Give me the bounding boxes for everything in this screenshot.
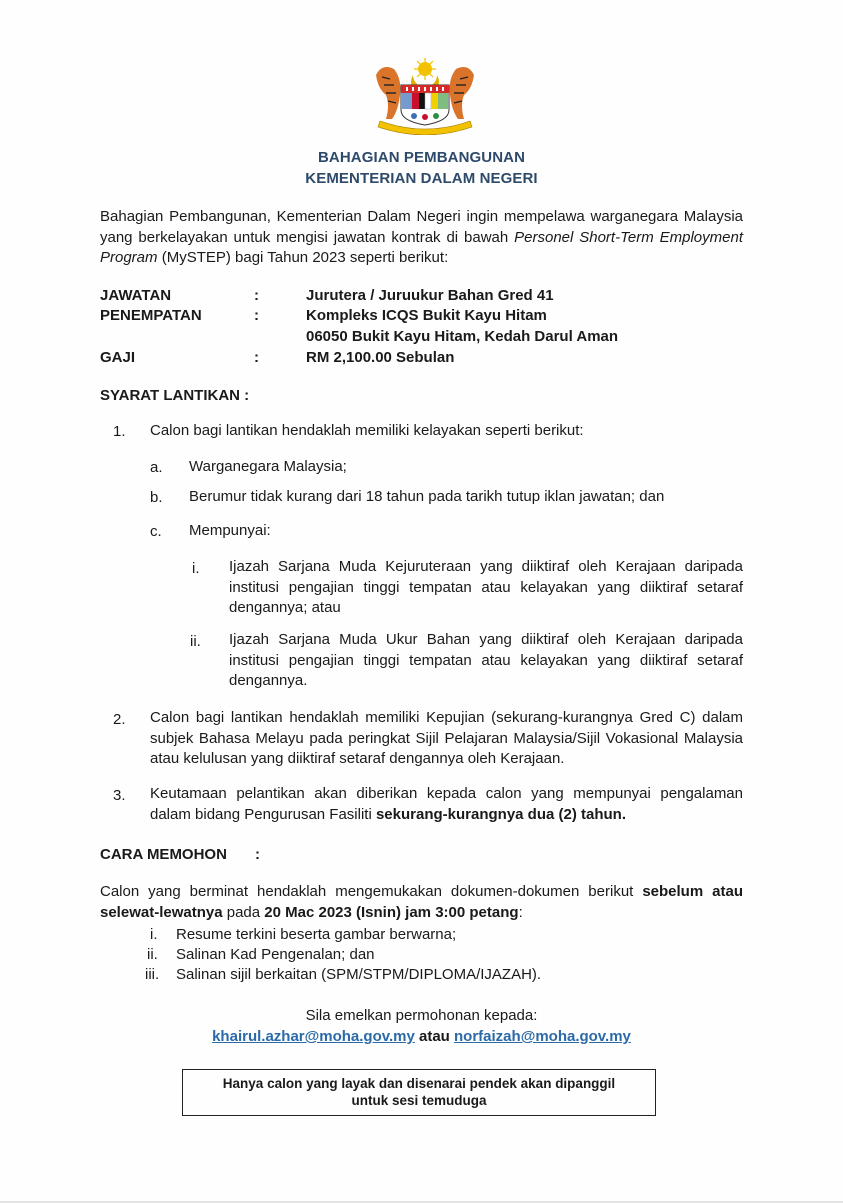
info-key: PENEMPATAN bbox=[100, 307, 202, 324]
list-number: 2. bbox=[113, 711, 126, 728]
list-roman: ii. bbox=[190, 633, 201, 650]
info-separator: : bbox=[254, 287, 259, 304]
cara-memohon-heading bbox=[100, 846, 260, 863]
requirement-2-text: Calon bagi lantikan hendaklah memiliki Kepujian (sekurang-kurangnya Gred C) dalam subjek Bahasa Melayu pada peringkat Sijil Pelajaran Malaysia/Sijil Vokasional Malaysia atau kelulusan yang diiktiraf setaraf dengannya oleh Kerajaan. bbox=[150, 709, 743, 767]
intro-text-2: (MySTEP) bagi Tahun 2023 seperti berikut: bbox=[157, 249, 449, 266]
apply-deadline-date: 20 Mac 2023 (Isnin) jam 3:00 petang bbox=[264, 903, 519, 921]
requirement-3-plain: Keutamaan pelantikan akan diberikan kepada calon yang mempunyai pengalaman dalam bidang Pengurusan Fasiliti bbox=[150, 785, 743, 823]
list-letter: b. bbox=[150, 489, 163, 506]
intro-text-1: Bahagian Pembangunan, Kementerian Dalam Negeri ingin mempelawa warganegara Malaysia yang berkelayakan untuk mengisi jawatan kontrak di bawah bbox=[100, 208, 743, 246]
info-key: GAJI bbox=[100, 349, 136, 366]
requirement-1-text: Calon bagi lantikan hendaklah memiliki kelayakan seperti berikut: bbox=[150, 422, 584, 439]
shortlist-notice-box bbox=[182, 1069, 656, 1116]
info-separator: : bbox=[254, 307, 259, 324]
list-number: 3. bbox=[113, 787, 126, 804]
malaysia-coat-of-arms-icon bbox=[368, 55, 482, 135]
notice-line-1: Hanya calon yang layak dan disenarai pendek akan dipanggil bbox=[222, 1076, 616, 1091]
requirement-3-text bbox=[150, 784, 743, 825]
list-number: 1. bbox=[113, 423, 126, 440]
list-roman: i. bbox=[192, 560, 200, 577]
document-text: Resume terkini beserta gambar berwarna; bbox=[176, 926, 457, 943]
requirement-1c-i-text: Ijazah Sarjana Muda Kejuruteraan yang diiktiraf oleh Kerajaan daripada institusi pengajian tinggi tempatan atau kelayakan yang diiktiraf setaraf dengannya; atau bbox=[229, 558, 743, 616]
info-value: 06050 Bukit Kayu Hitam, Kedah Darul Aman bbox=[306, 328, 619, 345]
application-instructions bbox=[100, 882, 743, 923]
organization-ministry: KEMENTERIAN DALAM NEGERI bbox=[305, 170, 538, 187]
document-text: Salinan Kad Pengenalan; dan bbox=[176, 946, 375, 963]
cara-heading-colon: : bbox=[255, 846, 260, 863]
list-letter: c. bbox=[150, 523, 162, 540]
list-letter: a. bbox=[150, 459, 163, 476]
info-key: JAWATAN bbox=[100, 287, 172, 304]
notice-line-2: untuk sesi temuduga bbox=[351, 1093, 487, 1108]
cara-heading-label: CARA MEMOHON bbox=[100, 846, 227, 863]
info-value: RM 2,100.00 Sebulan bbox=[306, 349, 455, 366]
contact-emails bbox=[0, 1028, 843, 1045]
apply-deadline-qualifier: sebelum atau selewat-lewatnya bbox=[100, 883, 743, 921]
intro-paragraph bbox=[100, 207, 743, 269]
info-separator: : bbox=[254, 349, 259, 366]
email-separator: atau bbox=[419, 1028, 450, 1045]
document-text: Salinan sijil berkaitan (SPM/STPM/DIPLOMA/IJAZAH). bbox=[176, 966, 542, 983]
contact-prompt: Sila emelkan permohonan kepada: bbox=[305, 1007, 538, 1024]
organization-division: BAHAGIAN PEMBANGUNAN bbox=[318, 149, 525, 166]
program-name: Personel Short-Term Employment Program bbox=[100, 228, 743, 266]
requirement-1a-text: Warganegara Malaysia; bbox=[189, 458, 347, 475]
email-link-norfaizah[interactable]: norfaizah@moha.gov.my bbox=[454, 1028, 631, 1045]
requirement-1c-ii-text: Ijazah Sarjana Muda Ukur Bahan yang diiktiraf oleh Kerajaan daripada institusi pengajian tinggi tempatan atau kelayakan yang diiktiraf setaraf dengannya. bbox=[229, 631, 743, 689]
apply-text-c: : bbox=[518, 903, 523, 921]
requirement-1c-text: Mempunyai: bbox=[189, 522, 271, 539]
syarat-heading: SYARAT LANTIKAN : bbox=[100, 387, 250, 404]
info-value: Jurutera / Juruukur Bahan Gred 41 bbox=[306, 287, 554, 304]
apply-text-b: pada bbox=[222, 903, 265, 921]
document-number: ii. bbox=[147, 946, 158, 963]
document-number: iii. bbox=[145, 966, 160, 983]
document-number: i. bbox=[150, 926, 158, 943]
apply-text-a: Calon yang berminat hendaklah mengemukakan dokumen-dokumen berikut bbox=[100, 883, 643, 900]
info-value: Kompleks ICQS Bukit Kayu Hitam bbox=[306, 307, 547, 324]
requirement-1b-text: Berumur tidak kurang dari 18 tahun pada tarikh tutup iklan jawatan; dan bbox=[189, 488, 665, 505]
email-link-khairul[interactable]: khairul.azhar@moha.gov.my bbox=[212, 1028, 415, 1045]
requirement-3-bold: sekurang-kurangnya dua (2) tahun. bbox=[375, 805, 627, 823]
